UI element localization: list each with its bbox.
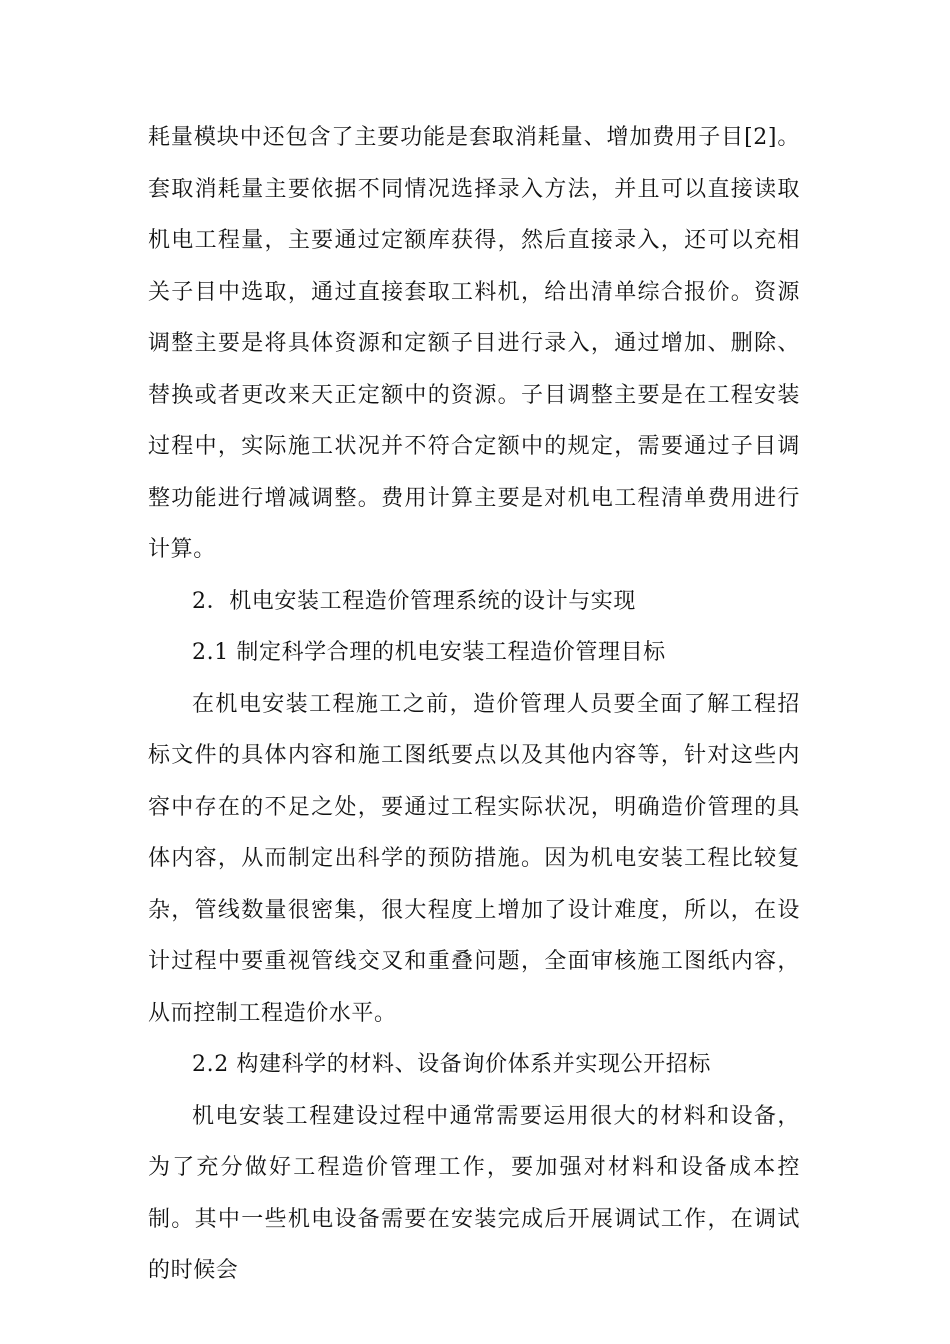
paragraph-material-equipment: 机电安装工程建设过程中通常需要运用很大的材料和设备，为了充分做好工程造价管理工作，要加强对材料和设备成本控制。其中一些机电设备需要在安装完成后开展调试工作，在调试的时候会 <box>148 1103 800 1283</box>
section-heading-2-1: 2.1 制定科学合理的机电安装工程造价管理目标 <box>192 640 666 665</box>
section-heading-2-2: 2.2 构建科学的材料、设备询价体系并实现公开招标 <box>192 1052 711 1077</box>
paragraph-consumption-module: 耗量模块中还包含了主要功能是套取消耗量、增加费用子目[2]。套取消耗量主要依据不同情况选择录入方法，并且可以直接读取机电工程量，主要通过定额库获得，然后直接录入，还可以充相关子目中选取，通过直接套取工料机，给出清单综合报价。资源调整主要是将具体资源和定额子目进行录入，通过增加、删除、替换或者更改来天正定额中的资源。子目调整主要是在工程安装过程中，实际施工状况并不符合定额中的规定，需要通过子目调整功能进行增减调整。费用计算主要是对机电工程清单费用进行计算。 <box>148 125 800 562</box>
document-body <box>148 112 800 1297</box>
section-heading-2: 2．机电安装工程造价管理系统的设计与实现 <box>192 588 636 614</box>
paragraph-cost-management-goals: 在机电安装工程施工之前，造价管理人员要全面了解工程招标文件的具体内容和施工图纸要点以及其他内容等，针对这些内容中存在的不足之处，要通过工程实际状况，明确造价管理的具体内容，从而制定出科学的预防措施。因为机电安装工程比较复杂，管线数量很密集，很大程度上增加了设计难度，所以，在设计过程中要重视管线交叉和重叠问题，全面审核施工图纸内容，从而控制工程造价水平。 <box>148 691 800 1026</box>
